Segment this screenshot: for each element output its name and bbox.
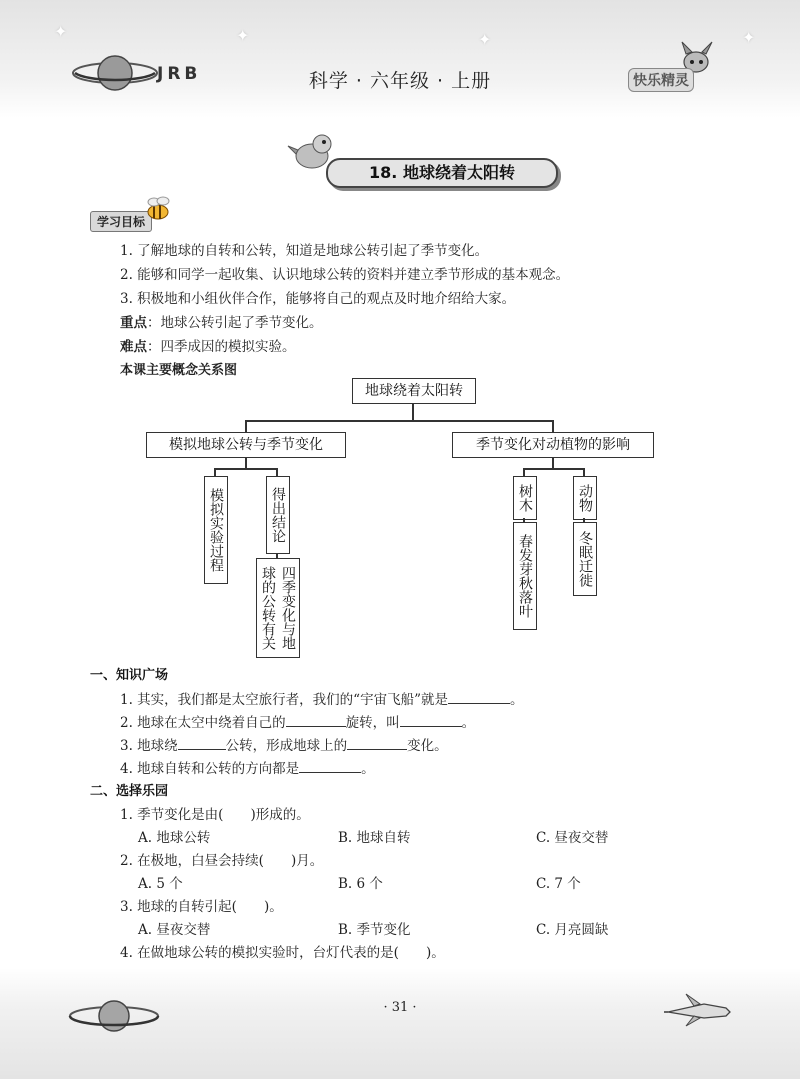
fill-question-3 xyxy=(120,734,448,754)
question-text: 4. 地球自转和公转的方向都是 xyxy=(120,761,300,777)
fill-question-1 xyxy=(120,688,523,708)
question-text: 变化。 xyxy=(407,738,448,754)
connector xyxy=(245,458,247,468)
answer-blank[interactable] xyxy=(299,758,361,773)
question-text: 。 xyxy=(509,692,524,708)
question-text: 公转，形成地球上的 xyxy=(225,738,348,754)
key-label: 重点 xyxy=(120,315,147,331)
connector xyxy=(552,458,554,468)
concept-map-title: 本课主要概念关系图 xyxy=(120,363,238,378)
header-title: 科学 · 六年级 · 上册 xyxy=(308,70,492,92)
objective-1: 1. 了解地球的自转和公转，知道是地球公转引起了季节变化。 xyxy=(120,243,489,259)
answer-blank[interactable] xyxy=(347,735,407,750)
question-text: 1. 其实，我们都是太空旅行者，我们的“宇宙飞船”就是 xyxy=(120,692,448,708)
key-point xyxy=(120,311,323,331)
key-text: ：地球公转引起了季节变化。 xyxy=(147,315,323,331)
answer-blank[interactable] xyxy=(448,689,510,704)
answer-blank[interactable] xyxy=(400,712,462,727)
connector xyxy=(245,420,247,432)
concept-simulation-process: 模拟实验过程 xyxy=(204,476,228,584)
concept-trees-leaf: 春发芽秋落叶 xyxy=(513,522,537,630)
option-b[interactable]: B. 地球自转 xyxy=(338,830,411,846)
space-shuttle-icon xyxy=(664,990,734,1030)
answer-blank[interactable] xyxy=(286,712,346,727)
fill-question-2 xyxy=(120,711,475,731)
objective-3: 3. 积极地和小组伙伴合作，能够将自己的观点及时地介绍给大家。 xyxy=(120,291,516,307)
connector xyxy=(214,468,277,470)
star-icon: ✦ xyxy=(742,28,756,47)
concept-trees: 树木 xyxy=(513,476,537,520)
concept-animals: 动物 xyxy=(573,476,597,520)
choice-question-4: 4. 在做地球公转的模拟实验时，台灯代表的是( )。 xyxy=(120,945,445,961)
connector xyxy=(583,468,585,476)
connector xyxy=(552,420,554,432)
page-number: · 31 · xyxy=(383,1000,417,1015)
section-2-title: 二、选择乐园 xyxy=(90,784,169,799)
difficulty-text: ：四季成因的模拟实验。 xyxy=(147,339,296,355)
question-text: 3. 地球绕 xyxy=(120,738,178,754)
connector xyxy=(412,404,414,420)
difficulty-point xyxy=(120,335,296,355)
section-1-title: 一、知识广场 xyxy=(90,668,169,683)
concept-conclusion: 四季变化与地球的公转有关 xyxy=(256,558,300,658)
question-text: 2. 地球在太空中绕着自己的 xyxy=(120,715,286,731)
connector xyxy=(523,468,525,476)
option-a[interactable]: A. 昼夜交替 xyxy=(138,922,211,938)
star-icon: ✦ xyxy=(236,26,250,45)
question-text: 旋转，叫 xyxy=(345,715,400,731)
difficulty-label: 难点 xyxy=(120,339,147,355)
option-c[interactable]: C. 7 个 xyxy=(536,876,581,892)
objectives-tag: 学习目标 xyxy=(90,211,152,232)
concept-conclusion-label: 得出结论 xyxy=(266,476,290,554)
bee-icon xyxy=(142,194,174,224)
concept-root: 地球绕着太阳转 xyxy=(352,378,476,404)
connector xyxy=(214,468,216,476)
choice-question-1: 1. 季节变化是由( )形成的。 xyxy=(120,807,310,823)
star-icon: ✦ xyxy=(478,30,492,49)
option-c[interactable]: C. 昼夜交替 xyxy=(536,830,609,846)
concept-right: 季节变化对动植物的影响 xyxy=(452,432,654,458)
question-text: 。 xyxy=(361,761,375,777)
planet-icon xyxy=(66,992,162,1040)
objective-2: 2. 能够和同学一起收集、认识地球公转的资料并建立季节形成的基本观念。 xyxy=(120,267,570,283)
question-text: 。 xyxy=(461,715,476,731)
fill-question-4 xyxy=(120,757,375,777)
connector xyxy=(245,420,553,422)
series-label: JRB xyxy=(157,64,202,84)
connector xyxy=(523,468,584,470)
concept-animals-leaf: 冬眠迁徙 xyxy=(573,522,597,596)
option-c[interactable]: C. 月亮圆缺 xyxy=(536,922,609,938)
option-b[interactable]: B. 6 个 xyxy=(338,876,383,892)
answer-blank[interactable] xyxy=(178,735,226,750)
star-icon: ✦ xyxy=(54,22,68,41)
lesson-title: 18. 地球绕着太阳转 xyxy=(326,158,558,188)
logo-text: 快乐精灵 xyxy=(628,68,694,92)
choice-question-3: 3. 地球的自转引起( )。 xyxy=(120,899,283,915)
concept-left: 模拟地球公转与季节变化 xyxy=(146,432,346,458)
option-b[interactable]: B. 季节变化 xyxy=(338,922,411,938)
connector xyxy=(276,468,278,476)
option-a[interactable]: A. 地球公转 xyxy=(138,830,211,846)
choice-question-2: 2. 在极地，白昼会持续( )月。 xyxy=(120,853,324,869)
option-a[interactable]: A. 5 个 xyxy=(138,876,183,892)
